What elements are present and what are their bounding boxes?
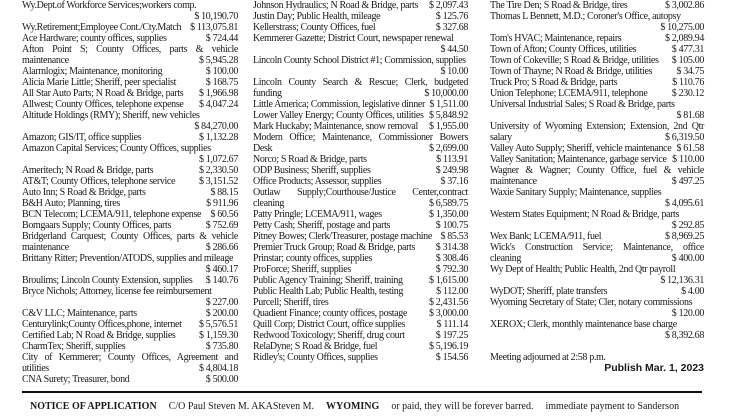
expense-entry: [253, 22, 468, 33]
amount: $ 5,945.28: [198, 55, 238, 66]
amount: $ 460.17: [205, 264, 238, 275]
meeting-adjourned: Meeting adjourned at 2:58 p.m.: [490, 352, 606, 363]
expense-entry: [253, 209, 468, 220]
expense-entry: [490, 121, 704, 143]
expense-entry: [253, 330, 468, 341]
amount: $ 3,000.00: [428, 308, 468, 319]
expense-entry: [22, 330, 238, 341]
amount: $ 110.76: [672, 77, 704, 88]
payee-description: WyDOT; Sheriff, plate transfers: [490, 286, 608, 297]
expense-entry: [490, 264, 704, 286]
payee-description: Bryce Nichols; Attorney, license fee reimbursement: [22, 286, 212, 297]
payee-description: All Star Auto Parts; N Road & Bridge, parts: [22, 88, 184, 99]
expense-entry: [253, 352, 468, 363]
payee-description: Ameritech; N Road & Bridge, parts: [22, 165, 154, 176]
amount: $ 154.56: [435, 352, 468, 363]
expense-entry: [253, 33, 468, 55]
expense-entry: [22, 165, 238, 176]
amount: $ 5,196.19: [428, 341, 468, 352]
payee-description: Union Telephone; LCEMA/911, telephone: [490, 88, 648, 99]
amount: $ 6,589.75: [428, 198, 468, 209]
payee-description: Redwood Toxicology; Sheriff, drug court: [253, 330, 405, 341]
amount: $ 3,002.86: [664, 0, 704, 11]
amount: $ 400.00: [671, 253, 704, 264]
payee-description: Tom's HVAC; Maintenance, repairs: [490, 33, 622, 44]
amount: $ 500.00: [205, 374, 238, 385]
amount: $ 2,431.56: [428, 297, 468, 308]
amount: $ 2,097.43: [428, 0, 468, 11]
payee-description: CharmTex; Sheriff, supplies: [22, 341, 126, 352]
payee-description: XEROX; Clerk, monthly maintenance base charge: [490, 319, 677, 330]
amount: $ 10,190.70: [194, 11, 238, 22]
publish-date: Publish Mar. 1, 2023: [604, 362, 704, 374]
amount: $ 1,966.98: [198, 88, 238, 99]
payee-description: Johnson Hydraulics; N Road & Bridge, parts: [253, 0, 419, 11]
amount: $ 12,136.31: [660, 275, 704, 286]
notice-text: C/O Paul Steven M. AKASteven M.: [168, 401, 314, 412]
amount: $ 5,848.92: [428, 110, 468, 121]
probate-text: or paid, they will be forever barred.: [391, 401, 534, 412]
amount: $ 197.25: [435, 330, 468, 341]
expense-entry: [253, 286, 468, 297]
payee-description: Outlaw Supply;Courthouse/Justice Center,contract cleaning: [253, 187, 468, 209]
expense-entry: [22, 198, 238, 209]
expense-entry: [253, 110, 468, 121]
amount: $ 249.98: [435, 165, 468, 176]
payee-description: Auto Inn; S Road & Bridge, parts: [22, 187, 146, 198]
payee-description: Ace Hardware; county offices, supplies: [22, 33, 167, 44]
amount: $ 113,075.81: [190, 22, 238, 33]
amount: $ 60.56: [210, 209, 238, 220]
payee-description: University of Wyoming Extension; Extension, 2nd Qtr salary: [490, 121, 704, 143]
expense-entry: [22, 308, 238, 319]
payee-description: Norco; S Road & Bridge, parts: [253, 154, 367, 165]
expense-entry: [253, 176, 468, 187]
expense-entry: [22, 341, 238, 352]
payee-description: Public Agency Training; Sheriff, training: [253, 275, 403, 286]
payee-description: Little America; Commission, legislative dinner: [253, 99, 425, 110]
payee-description: Patty Pringle; LCEMA/911, wages: [253, 209, 382, 220]
payee-description: Western States Equipment; N Road & Bridge, parts: [490, 209, 680, 220]
amount: $ 2,330.50: [198, 165, 238, 176]
payee-description: Quill Corp; District Court, office supplies: [253, 319, 405, 330]
payee-description: Premier Truck Group; Road & Bridge, parts: [253, 242, 416, 253]
amount: $ 1,132.28: [198, 132, 238, 143]
amount: $ 1,159.30: [198, 330, 238, 341]
amount: $ 125.76: [435, 11, 468, 22]
payee-description: Truck Pro; S Road & Bridge, parts: [490, 77, 618, 88]
payee-description: Town of Cokeville; S Road & Bridge, utilities: [490, 55, 659, 66]
expense-entry: [490, 11, 704, 33]
payee-description: Town of Afton; County Offices, utilities: [490, 44, 637, 55]
expense-entry: [490, 44, 704, 55]
amount: $ 724.44: [205, 33, 238, 44]
amount: $ 4.00: [681, 286, 704, 297]
amount: $ 3,151.52: [198, 176, 238, 187]
expense-entry: [253, 319, 468, 330]
expense-entry: [22, 209, 238, 220]
expense-entry: [22, 231, 238, 253]
expense-entry: [490, 66, 704, 77]
amount: $ 286.66: [205, 242, 238, 253]
payee-description: ODP Business; Sheriff, supplies: [253, 165, 371, 176]
amount: $ 168.75: [205, 77, 238, 88]
amount: $ 1,615.00: [428, 275, 468, 286]
next-notices: [22, 401, 712, 413]
amount: $ 8,392.68: [664, 330, 704, 341]
payee-description: Alarmlogix; Maintenance, monitoring: [22, 66, 163, 77]
expense-entry: [22, 352, 238, 374]
expense-entry: [22, 319, 238, 330]
expense-entry: [253, 297, 468, 308]
amount: $ 1,350.00: [428, 209, 468, 220]
amount: $ 497.25: [671, 176, 704, 187]
amount: $ 4,804.18: [198, 363, 238, 374]
payee-description: Universal Industrial Sales; S Road & Bridge, parts: [490, 99, 675, 110]
payee-description: Valley Auto Supply; Sheriff, vehicle maintenance: [490, 143, 672, 154]
amount: $ 4,095.61: [664, 198, 704, 209]
payee-description: C&V LLC; Maintenance, parts: [22, 308, 137, 319]
payee-description: Amazon Capital Services; County Offices, supplies: [22, 143, 211, 154]
expense-entry: [490, 242, 704, 264]
payee-description: Bridgerland Carquest; County Offices, parts & vehicle maintenance: [22, 231, 238, 253]
payee-description: Wagner & Wagner; County Office, fuel & vehicle maintenance: [490, 165, 704, 187]
amount: $ 227.00: [205, 297, 238, 308]
payee-description: Bomgaars Supply; County Offices, parts: [22, 220, 172, 231]
amount: $ 111.14: [436, 319, 468, 330]
expense-entry: [22, 187, 238, 198]
expense-entry: [490, 143, 704, 154]
payee-description: Amazon; GIS/IT, office supplies: [22, 132, 142, 143]
amount: $ 10,000.00: [424, 88, 468, 99]
payee-description: Valley Sanitation; Maintenance, garbage service: [490, 154, 667, 165]
probate-text-2: immediate payment to Sanderson: [545, 401, 680, 412]
amount: $ 1,955.00: [428, 121, 468, 132]
amount: $ 44.50: [440, 44, 468, 55]
expense-entry: [22, 253, 238, 275]
expense-entry: [253, 165, 468, 176]
amount: $ 113.91: [436, 154, 468, 165]
amount: $ 752.69: [205, 220, 238, 231]
payee-description: B&H Auto; Planning, tires: [22, 198, 120, 209]
payee-description: Wy Dept of Health; Public Health, 2nd Qtr payroll: [490, 264, 676, 275]
expense-entry: [253, 187, 468, 209]
state-heading: WYOMING: [325, 401, 380, 412]
payee-description: Purcell; Sheriff, tires: [253, 297, 329, 308]
expense-entry: [253, 231, 468, 242]
amount: $ 100.75: [435, 220, 468, 231]
payee-description: BCN Telecom; LCEMA/911, telephone expense: [22, 209, 202, 220]
expense-entry: [22, 0, 238, 22]
amount: $ 314.38: [435, 242, 468, 253]
payee-description: Allwest; County Offices, telephone expense: [22, 99, 184, 110]
section-divider: [22, 391, 702, 393]
payee-description: ProForce; Sheriff, supplies: [253, 264, 351, 275]
payee-description: The Tire Den; S Road & Bridge, tires: [490, 0, 628, 11]
amount: $ 292.85: [671, 220, 704, 231]
amount: $ 2,699.00: [428, 143, 468, 154]
expense-entry: [253, 253, 468, 264]
payee-description: Afton Point S; County Offices, parts & vehicle maintenance: [22, 44, 238, 66]
expense-entry: [490, 297, 704, 319]
amount: $ 6,319.50: [664, 132, 704, 143]
expense-entry: [22, 88, 238, 99]
amount: $ 10.00: [440, 66, 468, 77]
expense-entry: [253, 220, 468, 231]
amount: $ 112.00: [436, 286, 468, 297]
expense-entry: [22, 374, 238, 385]
payee-description: Lincoln County School District #1; Commission, supplies: [253, 55, 466, 66]
expense-entry: [490, 231, 704, 242]
expense-columns: [22, 0, 712, 385]
payee-description: Lower Valley Energy; County Offices, utilities: [253, 110, 424, 121]
expense-entry: [490, 154, 704, 165]
expense-entry: [490, 77, 704, 88]
payee-description: Certified Lab; N Road & Bridge, supplies: [22, 330, 176, 341]
expense-entry: [490, 319, 704, 341]
column-1: [22, 0, 238, 385]
payee-description: Pitney Bowes; Clerk/Treasurer, postage machine: [253, 231, 432, 242]
payee-description: Brittany Ritter; Prevention/ATODS, supplies and mileage: [22, 253, 234, 264]
amount: $ 88.15: [210, 187, 238, 198]
expense-entry: [253, 132, 468, 154]
expense-entry: [253, 11, 468, 22]
payee-description: Kellerstrass; County Offices, fuel: [253, 22, 376, 33]
payee-description: Alicia Marie Little; Sheriff, peer specialist: [22, 77, 177, 88]
payee-description: Office Products; Assessor, supplies: [253, 176, 382, 187]
amount: $ 140.76: [205, 275, 238, 286]
expense-entry: [22, 77, 238, 88]
amount: $ 10,275.00: [660, 22, 704, 33]
payee-description: Wyoming Secretary of State; Cler, notary commissions: [490, 297, 693, 308]
amount: $ 4,047.24: [198, 99, 238, 110]
expense-entry: [253, 242, 468, 253]
amount: $ 911.96: [206, 198, 238, 209]
payee-description: Altitude Holdings (RMY); Sheriff, new vehicles: [22, 110, 200, 121]
payee-description: Justin Day; Public Health, mileage: [253, 11, 381, 22]
payee-description: Wex Bank; LCEMA/911, fuel: [490, 231, 602, 242]
amount: $ 85.53: [440, 231, 468, 242]
expense-entry: [253, 55, 468, 77]
payee-description: CNA Surety; Treasurer, bond: [22, 374, 130, 385]
expense-entry: [22, 220, 238, 231]
payee-description: AT&T; County Offices, telephone service: [22, 176, 176, 187]
expense-entry: [253, 99, 468, 110]
expense-entry: [490, 165, 704, 187]
expense-entry: [22, 110, 238, 132]
amount: $ 477.31: [671, 44, 704, 55]
payee-description: RelaDyne; S Road & Bridge, fuel: [253, 341, 378, 352]
amount: $ 61.58: [676, 143, 704, 154]
expense-entry: [22, 99, 238, 110]
expense-entry: [490, 286, 704, 297]
payee-description: Wy.Retirement;Employee Cont./Cty.Match: [22, 22, 182, 33]
payee-description: Public Health Lab; Public Health, testing: [253, 286, 404, 297]
payee-description: City of Kemmerer; County Offices, Agreement and utilities: [22, 352, 238, 374]
expense-entry: [253, 154, 468, 165]
payee-description: Quadient Finance; county offices, postage: [253, 308, 408, 319]
payee-description: Town of Thayne; N Road & Bridge, utilities: [490, 66, 653, 77]
expense-entry: [253, 275, 468, 286]
expense-entry: [22, 143, 238, 165]
payee-description: Waxie Sanitary Supply; Maintenance, supplies: [490, 187, 662, 198]
payee-description: Petty Cash; Sheriff, postage and parts: [253, 220, 391, 231]
expense-entry: [22, 132, 238, 143]
amount: $ 792.30: [435, 264, 468, 275]
expense-entry: [22, 66, 238, 77]
amount: $ 1,072.67: [198, 154, 238, 165]
expense-entry: [490, 99, 704, 121]
expense-entry: [490, 33, 704, 44]
payee-description: Ridley's; County Offices, supplies: [253, 352, 378, 363]
expense-entry: [22, 44, 238, 66]
expense-entry: [253, 264, 468, 275]
expense-entry: [253, 308, 468, 319]
amount: $ 308.46: [435, 253, 468, 264]
expense-entry: [490, 209, 704, 231]
amount: $ 100.00: [205, 66, 238, 77]
amount: $ 34.75: [676, 66, 704, 77]
expense-entry: [490, 55, 704, 66]
expense-entry: [22, 286, 238, 308]
payee-description: Prinstar; county offices, supplies: [253, 253, 373, 264]
payee-description: Lincoln County Search & Rescue; Clerk, budgeted funding: [253, 77, 468, 99]
payee-description: Modern Office; Maintenance, Commissioner Bowers Desk: [253, 132, 468, 154]
amount: $ 84,270.00: [194, 121, 238, 132]
amount: $ 1,511.00: [429, 99, 468, 110]
payee-description: Wick's Construction Service; Maintenance, office cleaning: [490, 242, 704, 264]
expense-entry: [253, 341, 468, 352]
payee-description: Thomas L Bennett, M.D.; Coroner's Office, autopsy: [490, 11, 681, 22]
amount: $ 120.00: [671, 308, 704, 319]
expense-entry: [22, 33, 238, 44]
expense-entry: [490, 88, 704, 99]
expense-entry: [253, 121, 468, 132]
notice-heading: NOTICE OF APPLICATION: [30, 401, 157, 412]
expense-entry: [253, 77, 468, 99]
amount: $ 2,089.94: [664, 33, 704, 44]
payee-description: Kemmerer Gazette; District Court, newspaper renewal: [253, 33, 454, 44]
expense-entry: [490, 0, 704, 11]
column-2: [253, 0, 468, 363]
payee-description: Wy.Dept.of Workforce Services;workers comp.: [22, 0, 197, 11]
amount: $ 5,576.51: [198, 319, 238, 330]
amount: $ 8,969.25: [664, 231, 704, 242]
amount: $ 81.68: [676, 110, 704, 121]
expense-entry: [253, 0, 468, 11]
payee-description: Mark Huckaby; Maintenance, snow removal: [253, 121, 418, 132]
column-3: [490, 0, 704, 374]
expense-entry: [490, 187, 704, 209]
payee-description: Centurylink;County Offices,phone, internet: [22, 319, 182, 330]
amount: $ 37.16: [440, 176, 468, 187]
amount: $ 735.80: [205, 341, 238, 352]
expense-entry: [22, 22, 238, 33]
amount: $ 230.12: [671, 88, 704, 99]
expense-entry: [22, 275, 238, 286]
amount: $ 327.68: [435, 22, 468, 33]
payee-description: Broulims; Lincoln County Extension, supplies: [22, 275, 193, 286]
amount: $ 200.00: [205, 308, 238, 319]
expense-entry: [22, 176, 238, 187]
amount: $ 105.00: [671, 55, 704, 66]
amount: $ 110.00: [672, 154, 704, 165]
